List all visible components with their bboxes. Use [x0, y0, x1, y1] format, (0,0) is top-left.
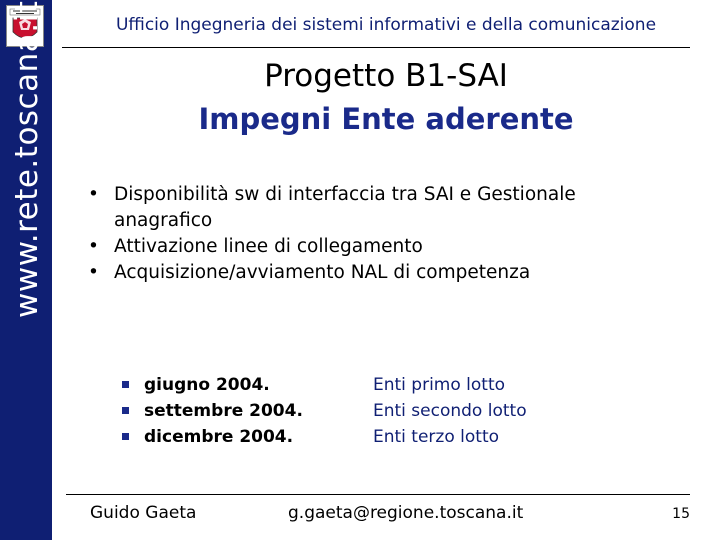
- schedule-desc: Enti secondo lotto: [373, 401, 527, 421]
- schedule-desc: Enti terzo lotto: [373, 427, 500, 447]
- schedule-date: settembre 2004.: [144, 401, 303, 421]
- footer-email: g.gaeta@regione.toscana.it: [288, 503, 524, 523]
- bullet-text: Acquisizione/avviamento NAL di competenza: [114, 262, 531, 283]
- schedule-date: giugno 2004.: [144, 375, 270, 395]
- sidebar: [0, 0, 52, 540]
- bullet-dot: •: [88, 262, 99, 283]
- schedule-date: dicembre 2004.: [144, 427, 294, 447]
- square-bullet-icon: [122, 407, 129, 414]
- bullet-item: [80, 234, 680, 260]
- square-bullet-icon: [122, 433, 129, 440]
- schedule-date-item: [120, 372, 303, 398]
- slide-subtitle: Impegni Ente aderente: [198, 102, 574, 136]
- schedule-desc: Enti primo lotto: [373, 375, 506, 395]
- square-bullet-icon: [122, 381, 129, 388]
- bullet-text: Disponibilità sw di interfaccia tra SAI e Gestionale: [114, 184, 576, 205]
- schedule-date-item: [120, 424, 303, 450]
- slide-title: Progetto B1-SAI: [264, 58, 508, 94]
- bullet-text-continuation: anagrafico: [114, 210, 213, 231]
- schedule-dates: [120, 372, 303, 450]
- bullet-text: Attivazione linee di collegamento: [114, 236, 423, 257]
- schedule-descriptions: [373, 372, 527, 450]
- footer-divider: [66, 494, 690, 495]
- page-number: 15: [672, 506, 690, 522]
- office-header: Ufficio Ingegneria dei sistemi informativi e della comunicazione: [115, 15, 657, 35]
- bullet-dot: •: [88, 236, 99, 257]
- bullet-item: [80, 260, 680, 286]
- header-divider: [62, 47, 690, 48]
- bullet-dot: •: [88, 184, 99, 205]
- bullet-list: [80, 182, 680, 286]
- website-vertical-text: www.rete.toscana.it: [9, 0, 45, 318]
- schedule-date-item: [120, 398, 303, 424]
- footer-author: Guido Gaeta: [90, 503, 197, 523]
- bullet-item: [80, 182, 680, 234]
